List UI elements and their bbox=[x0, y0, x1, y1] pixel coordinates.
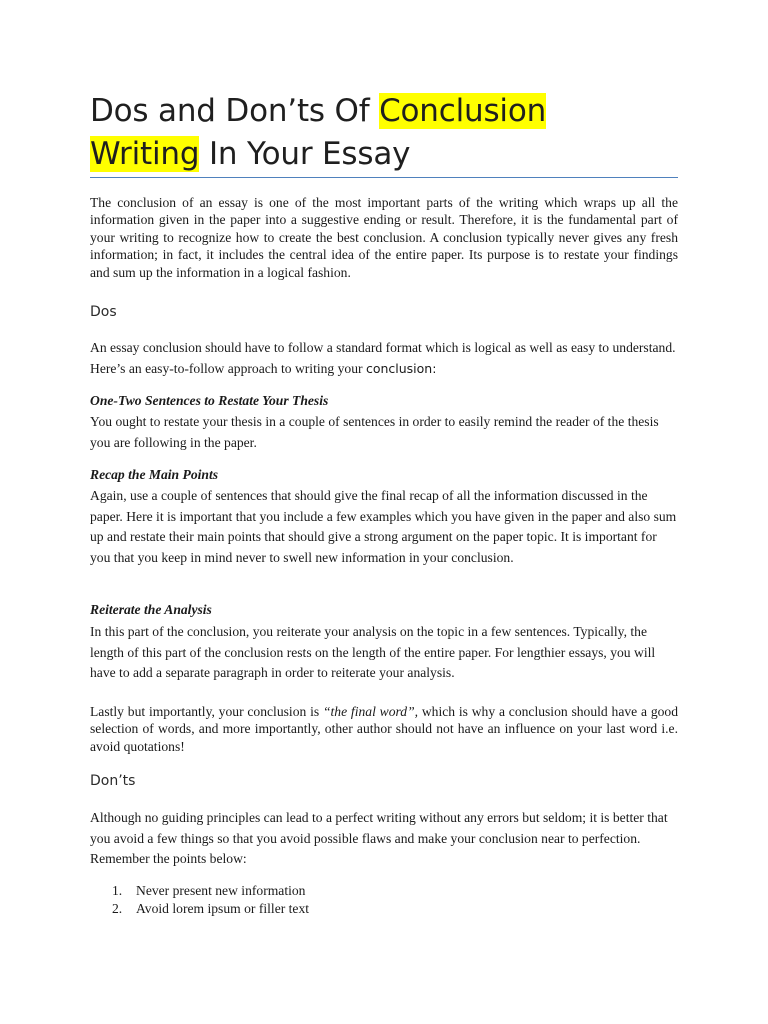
list-item bbox=[112, 882, 672, 900]
closing-text-pre: Lastly but importantly, your conclusion is bbox=[90, 704, 323, 719]
paragraph-restate-thesis: You ought to restate your thesis in a couple of sentences in order to easily remind the reader of the thesis you are following in the paper. bbox=[90, 414, 659, 450]
closing-text-post: which is why a conclusion should have a good selection of words, and more importantly, other author should not have an influence on your last word i.e. avoid quotations! bbox=[90, 704, 679, 754]
closing-quote: “the final word”, bbox=[322, 704, 419, 719]
list-item bbox=[112, 900, 672, 918]
title-underline bbox=[90, 177, 678, 178]
paragraph-recap-main-points: Again, use a couple of sentences that should give the final recap of all the information discussed in the paper. Here it is important that you include a few examples which you have given in the paper and also sum up and restate their main points that should give a strong argument on the paper topic. It is important for you that you keep in mind never to swell new information in your conclusion. bbox=[90, 488, 677, 565]
title-highlight-1: Conclusion bbox=[379, 93, 547, 129]
title-part-2: In Your Essay bbox=[199, 136, 411, 172]
title-part-1: Dos and Don’ts Of bbox=[90, 93, 380, 129]
subheading-recap-main-points: Recap the Main Points bbox=[90, 467, 219, 482]
subheading-reiterate-analysis: Reiterate the Analysis bbox=[90, 602, 212, 617]
intro-paragraph: The conclusion of an essay is one of the most important parts of the writing which wraps up all the information given in the paper into a suggestive ending or result. Therefore, it is the fundamental part of your writing to recognize how to create the best conclusion. A conclusion typically never gives any fresh information; in fact, it includes the central idea of the entire paper. Its purpose is to restate your findings and sum up the information in a logical fashion. bbox=[90, 195, 678, 280]
title-highlight-2: Writing bbox=[90, 136, 200, 172]
dos-heading: Dos bbox=[90, 304, 117, 320]
closing-paragraph bbox=[90, 703, 678, 755]
list-item-number: 2. bbox=[112, 901, 123, 916]
dos-lead-word: conclusion: bbox=[365, 360, 437, 376]
donts-list bbox=[112, 882, 672, 918]
list-item-number: 1. bbox=[112, 883, 123, 898]
donts-lead-paragraph: Although no guiding principles can lead to a perfect writing without any errors but seldom; it is better that you avoid a few things so that you avoid possible flaws and make your conclusion near to perfection. Remember the points below: bbox=[90, 810, 668, 866]
dos-lead-text: An essay conclusion should have to follow a standard format which is logical as well as easy to understand. Here’s an easy-to-follow approach to writing your bbox=[90, 340, 676, 376]
donts-heading: Don’ts bbox=[90, 773, 136, 789]
dos-lead-paragraph bbox=[90, 338, 678, 379]
list-item-text: Avoid lorem ipsum or filler text bbox=[136, 901, 310, 916]
list-item-text: Never present new information bbox=[136, 883, 306, 898]
subheading-restate-thesis: One-Two Sentences to Restate Your Thesis bbox=[90, 393, 329, 408]
paragraph-reiterate-analysis: In this part of the conclusion, you reiterate your analysis on the topic in a few sentences. Typically, the length of this part of the conclusion rests on the length of the entire paper. For lengthier essays, you will have to add a separate paragraph in order to reiterate your analysis. bbox=[90, 624, 656, 680]
document-title bbox=[90, 90, 650, 176]
